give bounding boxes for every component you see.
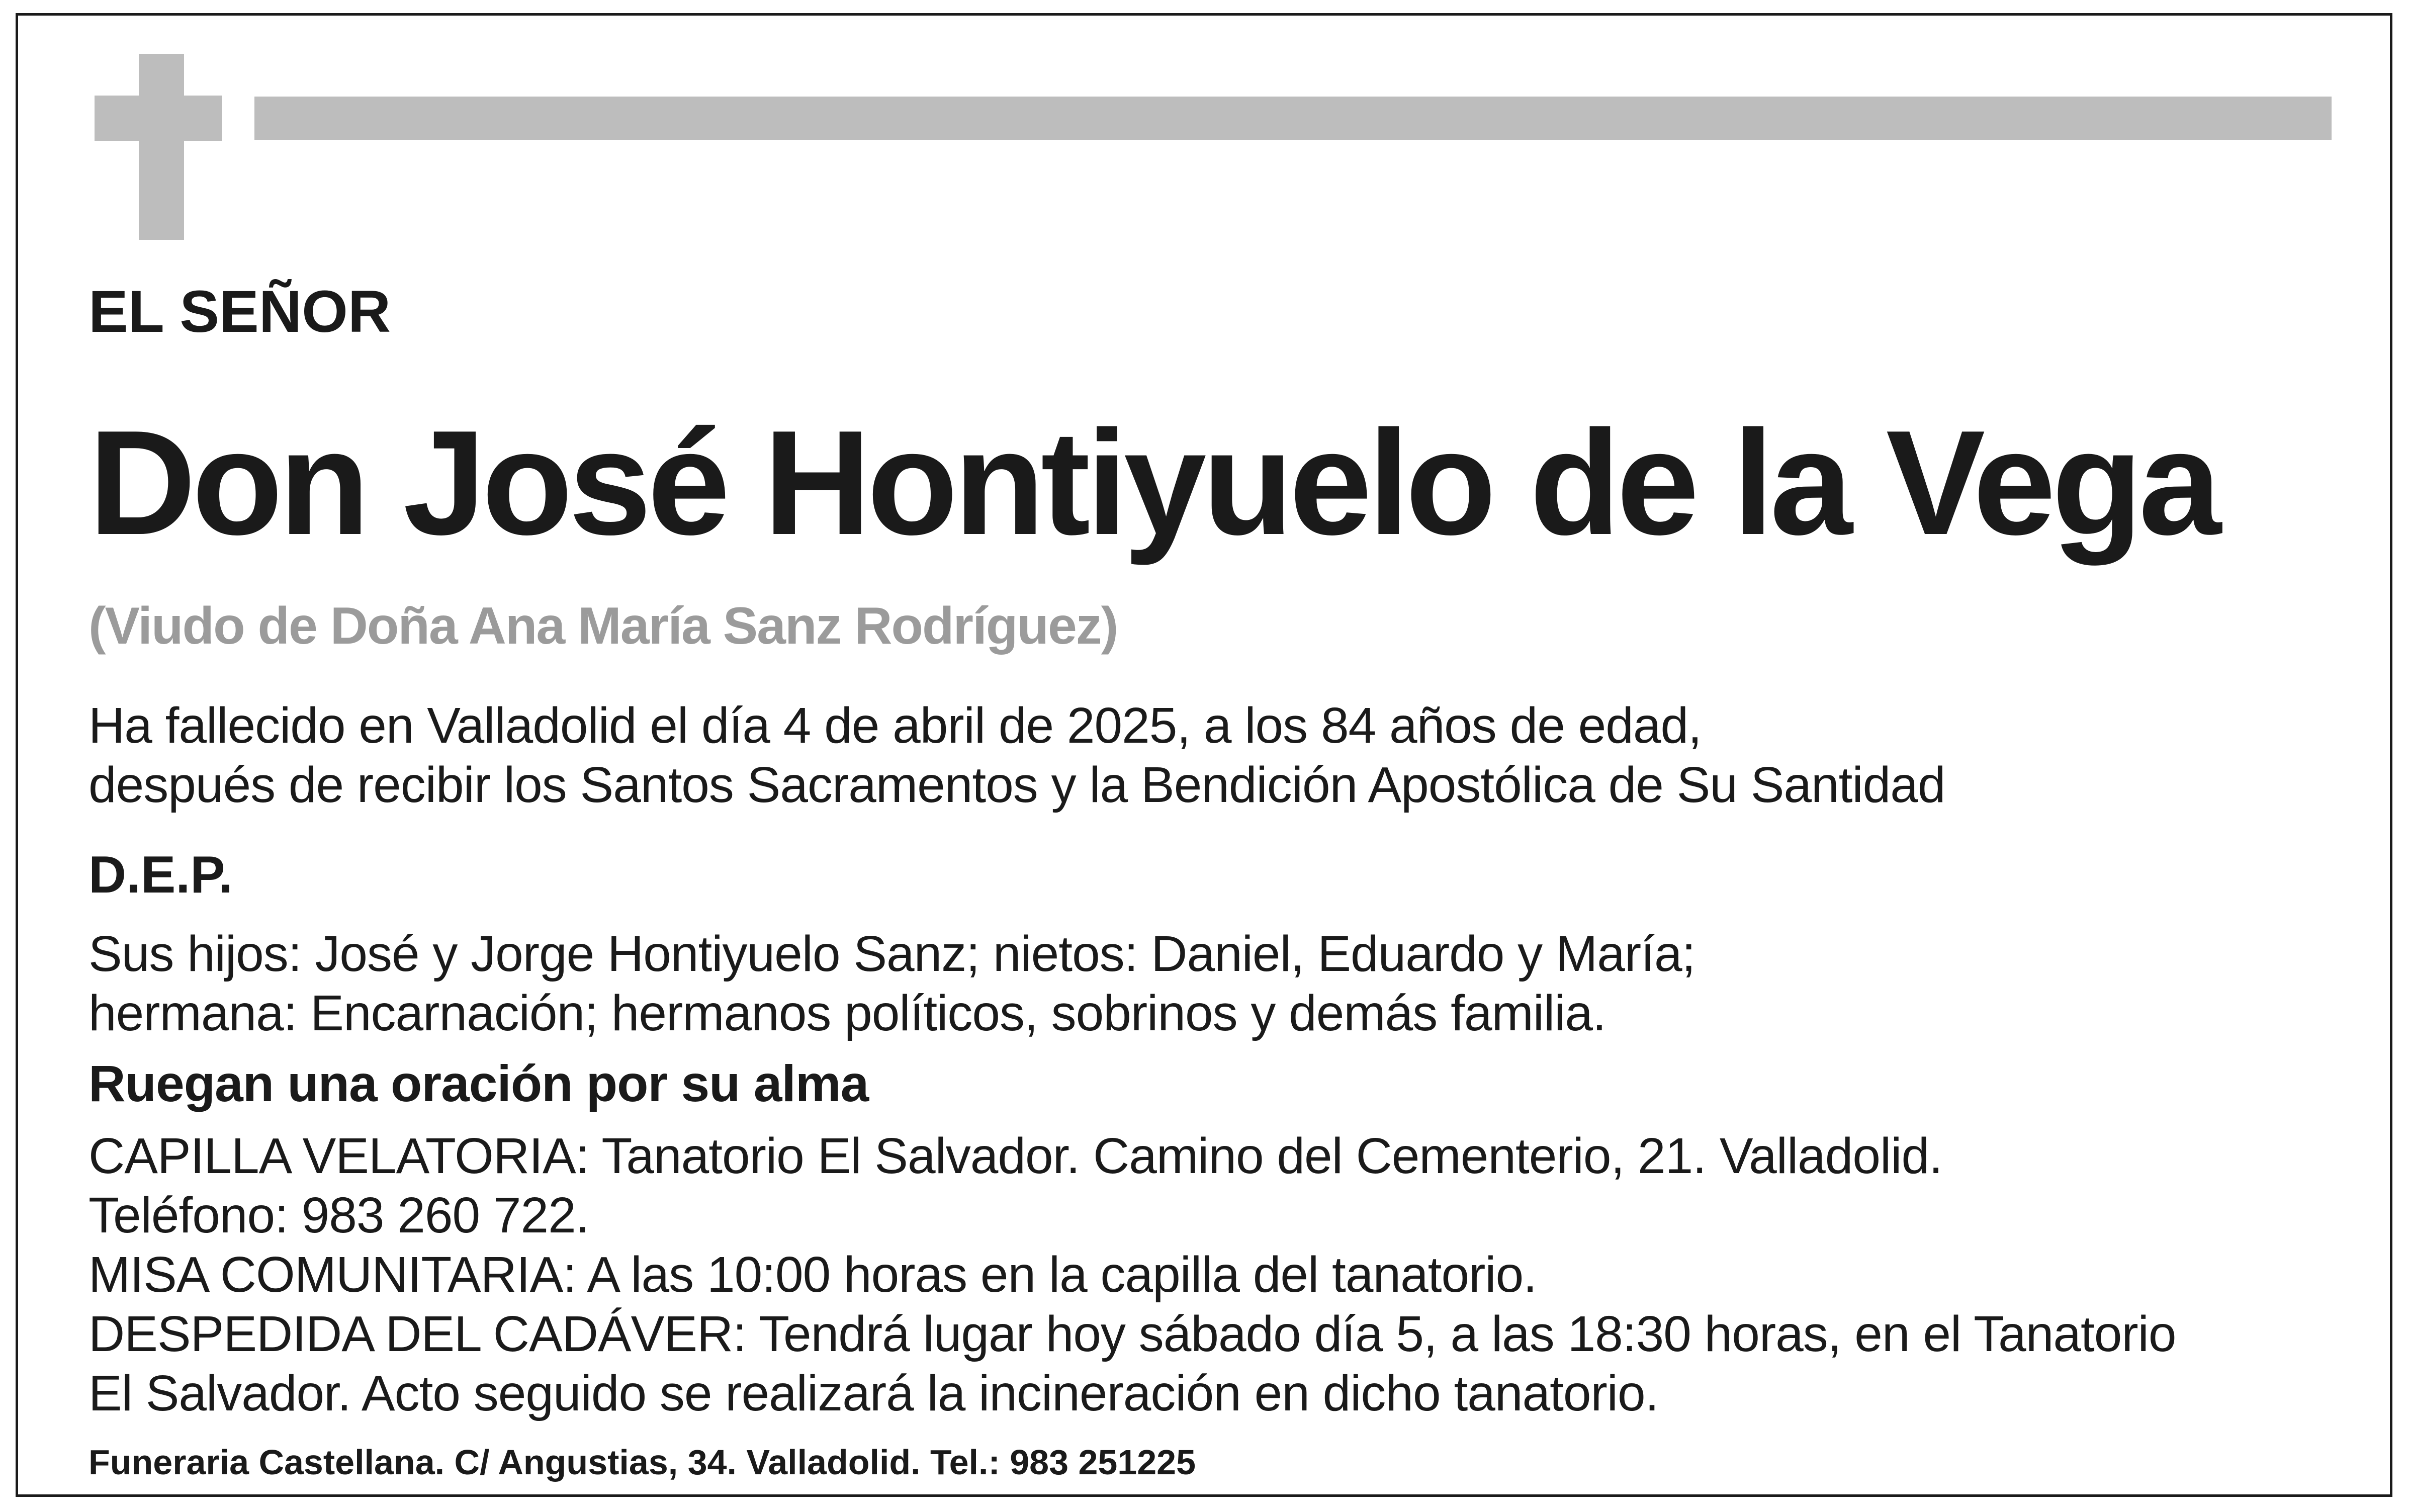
dep-line: D.E.P. xyxy=(88,846,233,904)
death-announcement xyxy=(88,696,1945,815)
service-info xyxy=(88,1126,2176,1423)
family-line: hermana: Encarnación; hermanos políticos, sobrinos y demás familia. xyxy=(88,985,1606,1041)
top-rule-bar xyxy=(254,97,2332,140)
info-line: El Salvador. Acto seguido se realizará la incineración en dicho tanatorio. xyxy=(88,1365,1659,1421)
family-list xyxy=(88,924,1695,1043)
death-line: después de recibir los Santos Sacramentos y la Bendición Apostólica de Su Santidad xyxy=(88,757,1945,813)
cross-horizontal-bar xyxy=(95,96,222,141)
deceased-name: Don José Hontiyuelo de la Vega xyxy=(88,399,2217,566)
family-line: Sus hijos: José y Jorge Hontiyuelo Sanz; nietos: Daniel, Eduardo y María; xyxy=(88,926,1696,982)
info-line: DESPEDIDA DEL CADÁVER: Tendrá lugar hoy sábado día 5, a las 18:30 horas, en el Tanatorio xyxy=(88,1306,2176,1362)
info-line: CAPILLA VELATORIA: Tanatorio El Salvador. Camino del Cementerio, 21. Valladolid. xyxy=(88,1128,1942,1184)
cross-vertical-bar xyxy=(139,54,184,240)
death-line: Ha fallecido en Valladolid el día 4 de abril de 2025, a los 84 años de edad, xyxy=(88,697,1702,754)
prayer-request: Ruegan una oración por su alma xyxy=(88,1055,869,1112)
info-line: Teléfono: 983 260 722. xyxy=(88,1187,589,1243)
funeral-home-footer: Funeraria Castellana. C/ Angustias, 34. Valladolid. Tel.: 983 251225 xyxy=(88,1443,1196,1482)
honorific-heading: EL SEÑOR xyxy=(88,279,391,345)
info-line: MISA COMUNITARIA: A las 10:00 horas en la capilla del tanatorio. xyxy=(88,1247,1537,1303)
widow-of-line: (Viudo de Doña Ana María Sanz Rodríguez) xyxy=(88,597,1118,655)
